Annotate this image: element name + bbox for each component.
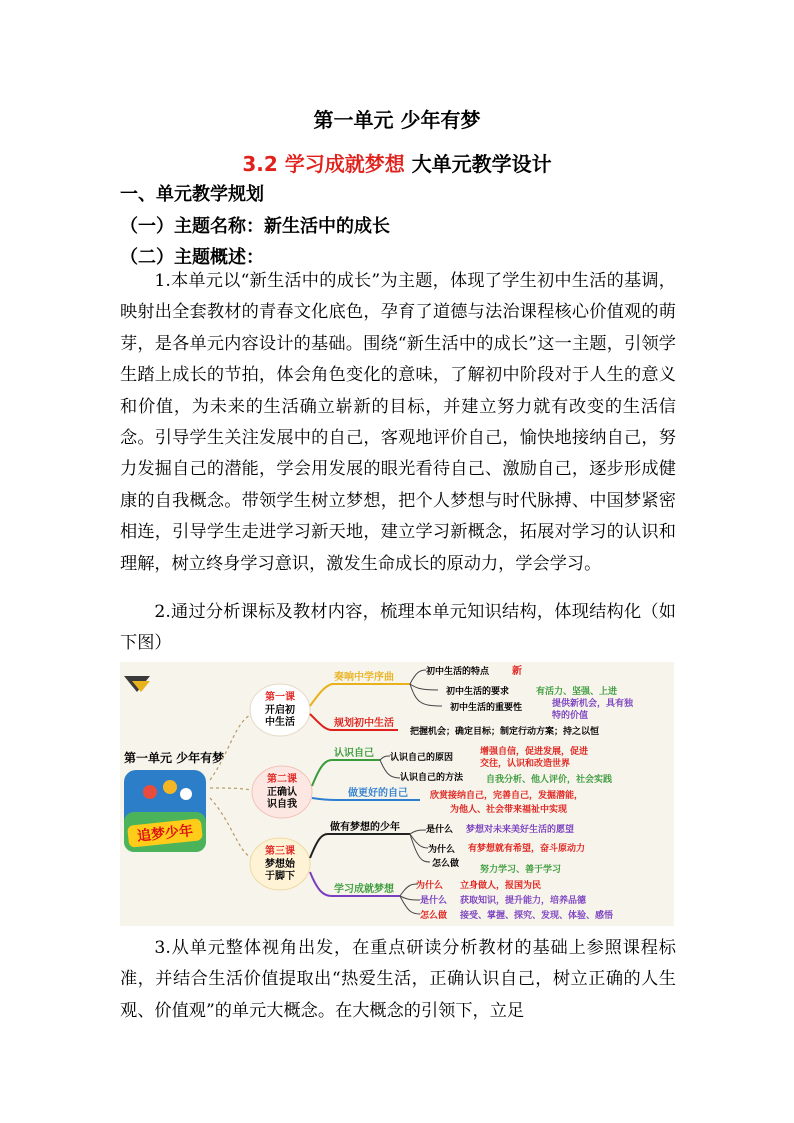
subtitle-design: 大单元教学设计 — [404, 152, 552, 176]
l3-what2-text: 获取知识，提升能力，培养品德 — [460, 896, 587, 906]
l2-how: 认识自己的方法 — [400, 773, 464, 783]
overview-paragraph-1: 1.本单元以“新生活中的成长”为主题，体现了学生初中生活的基调，映射出全套教材的青春文化底色，孕育了道德与法治课程核心价值观的萌芽，是各单元内容设计的基础。围绕“新生活中的成长”这一主题，引领学生踏上成长的节拍，体会角色变化的意味，了解初中阶段对于人生的意义和价值，为未来的生活确立崭新的目标，并建立努力就有改变的生活信念。引导学生关注发展中的自己，客观地评价自己，愉快地接纳自己，努力发掘自己的潜能，学会用发展的眼光看待自己、激励自己，逐步形成健康的自我概念。带领学生树立梦想，把个人梦想与时代脉搏、中国梦紧密相连，引导学生走进学习新天地，建立学习新概念，拓展对学习的认识和理解，树立终身学习意识，激发生命成长的原动力，学会学习。 — [120, 271, 676, 574]
topic-name-heading: （一）主题名称：新生活中的成长 — [120, 216, 390, 237]
l1-new: 新 — [512, 666, 522, 677]
l1-item-importance: 初中生活的重要性 — [450, 703, 523, 713]
lesson1-title: 第一课 — [265, 692, 295, 703]
l2-how-text: 自我分析、他人评价，社会实践 — [486, 775, 613, 785]
subtitle — [0, 148, 794, 177]
l3-how: 怎么做 — [432, 859, 460, 869]
l3-how2-text: 接受、掌握、探究、发现、体验、感悟 — [460, 911, 614, 921]
lesson1-name-2: 中生活 — [265, 717, 295, 728]
lesson2-branch-b: 做更好的自己 — [348, 788, 408, 799]
overview-paragraph-3: 3.从单元整体视角出发，在重点研读分析教材的基础上参照课程标准，并结合生活价值提取出“热爱生活，正确认识自己，树立正确的人生观、价值观”的单元大概念。在大概念的引领下，立足 — [120, 938, 676, 1021]
lesson3-name-1: 梦想始 — [265, 859, 295, 870]
l3-what-text: 梦想对未来美好生活的愿望 — [466, 825, 575, 835]
l3-what: 是什么 — [426, 825, 454, 835]
l1-requirements-text: 有活力、坚强、上进 — [536, 687, 618, 697]
lesson3-name-2: 于脚下 — [265, 871, 295, 882]
lesson2-name-2: 识自我 — [267, 799, 297, 810]
mindmap-unit-label: 第一单元 少年有梦 — [124, 751, 225, 765]
lesson2-branch-a: 认识自己 — [334, 748, 374, 759]
l1-item-requirements: 初中生活的要求 — [446, 687, 510, 697]
l3-why-text: 有梦想就有希望，奋斗原动力 — [468, 844, 586, 854]
overview-paragraph-2: 2.通过分析课标及教材内容，梳理本单元知识结构，体现结构化（如下图） — [120, 602, 676, 654]
lesson1-name-1: 开启初 — [265, 705, 295, 716]
unit-badge-image — [124, 770, 206, 852]
lesson3-branch-b: 学习成就梦想 — [334, 884, 394, 895]
lesson1-branch-a: 奏响中学序曲 — [334, 672, 394, 683]
l3-how-text: 努力学习、善于学习 — [480, 865, 562, 875]
l1-importance-1: 提供新机会，具有独 — [552, 699, 634, 709]
l2-better-2: 为他人、社会带来福祉中实现 — [450, 805, 568, 815]
l2-why-1: 增强自信，促进发展，促进 — [480, 747, 589, 757]
lesson3-title: 第三课 — [265, 846, 295, 857]
l3-how2: 怎么做 — [420, 911, 448, 921]
l2-why-2: 交往，认识和改造世界 — [480, 759, 571, 769]
page-title: 第一单元 少年有梦 — [313, 108, 481, 132]
badge-text: 追梦少年 — [136, 823, 194, 845]
l2-better-1: 欣赏接纳自己，完善自己，发掘潜能， — [430, 791, 584, 801]
l3-what2: 是什么 — [420, 896, 448, 906]
subtitle-lesson: 3.2 学习成就梦想 — [242, 152, 405, 176]
l3-why2: 为什么 — [416, 881, 444, 891]
section-heading: 一、单元教学规划 — [120, 184, 264, 205]
l1-plan-text: 把握机会；确定目标；制定行动方案；持之以恒 — [410, 727, 600, 737]
lesson2-name-1: 正确认 — [267, 787, 297, 798]
lesson1-branch-b: 规划初中生活 — [334, 718, 394, 729]
mindmap-figure — [120, 662, 674, 926]
lesson3-branch-a: 做有梦想的少年 — [330, 822, 400, 833]
l3-why2-text: 立身做人，报国为民 — [460, 881, 542, 891]
lesson2-title: 第二课 — [267, 774, 297, 785]
l1-item-features: 初中生活的特点 — [426, 667, 490, 677]
mindmap-diagram — [120, 662, 674, 926]
l3-why: 为什么 — [428, 845, 456, 855]
l1-importance-2: 特的价值 — [552, 711, 589, 721]
l2-why: 认识自己的原因 — [390, 753, 454, 763]
overview-heading: （二）主题概述： — [120, 247, 264, 268]
